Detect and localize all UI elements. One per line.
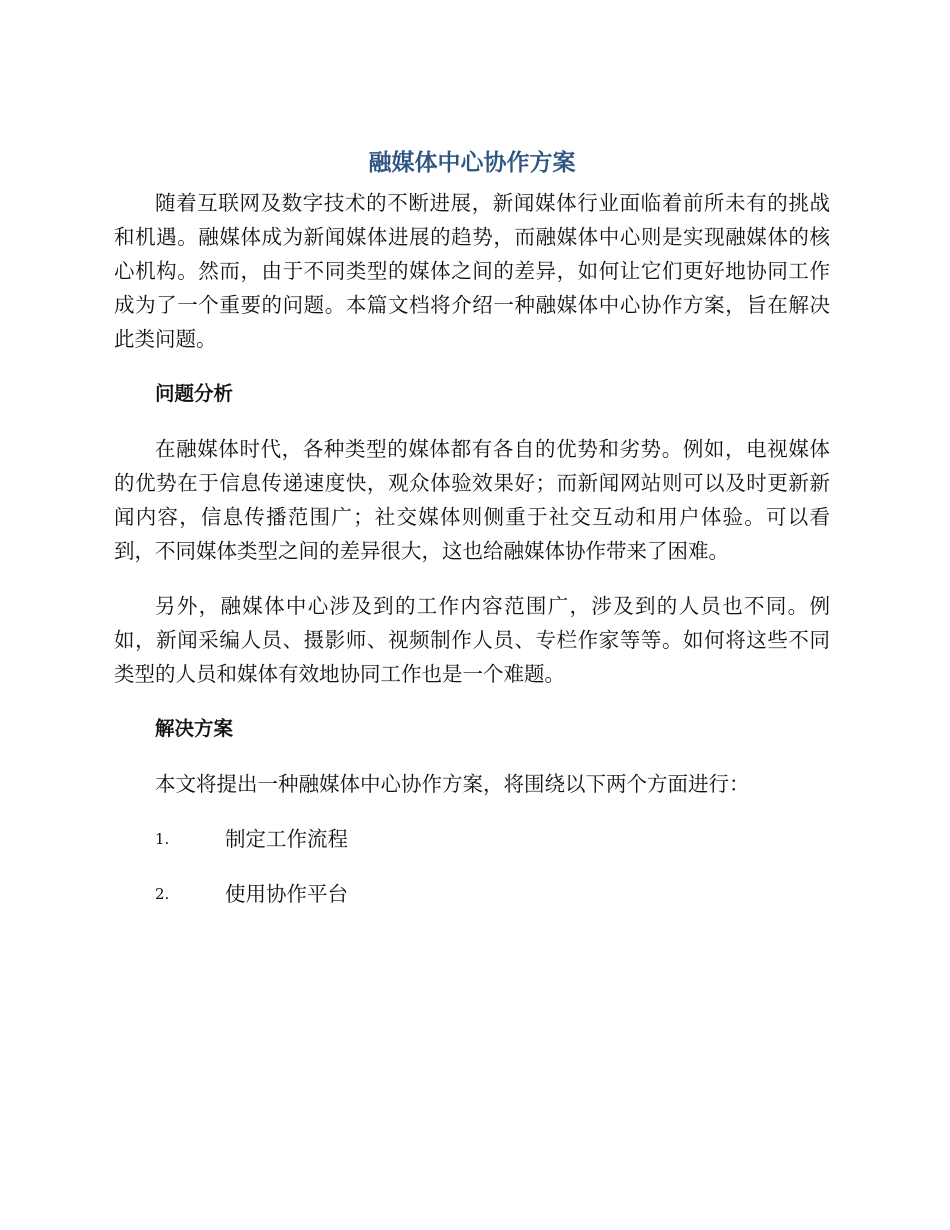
spacer (114, 856, 830, 877)
section-heading-problem-analysis: 问题分析 (155, 382, 234, 405)
spacer (114, 691, 830, 712)
spacer (114, 746, 830, 767)
problem-paragraph-1: 在融媒体时代，各种类型的媒体都有各自的优势和劣势。例如，电视媒体的优势在于信息传递速度快，观众体验效果好；而新闻网站则可以及时更新新闻内容，信息传播范围广；社交媒体则侧重于社交互动和用户体验。可以看到，不同媒体类型之间的差异很大，这也给融媒体协作带来了困难。 (114, 437, 830, 563)
list-text: 制定工作流程 (225, 827, 348, 851)
document-title: 融媒体中心协作方案 (368, 150, 576, 176)
spacer (114, 568, 830, 589)
solution-paragraph: 本文将提出一种融媒体中心协作方案，将围绕以下两个方面进行： (155, 772, 750, 796)
problem-paragraph-2: 另外，融媒体中心涉及到的工作内容范围广，涉及到的人员也不同。例如，新闻采编人员、摄影师、视频制作人员、专栏作家等等。如何将这些不同类型的人员和媒体有效地协同工作也是一个难题。 (114, 594, 830, 686)
spacer (114, 411, 830, 432)
list-number: 1. (155, 830, 170, 848)
list-text: 使用协作平台 (225, 882, 348, 906)
list-item (114, 822, 830, 856)
document-page (114, 146, 830, 911)
intro-paragraph: 随着互联网及数字技术的不断进展，新闻媒体行业面临着前所未有的挑战和机遇。融媒体成为新闻媒体进展的趋势，而融媒体中心则是实现融媒体的核心机构。然而，由于不同类型的媒体之间的差异，如何让它们更好地协同工作成为了一个重要的问题。本篇文档将介绍一种融媒体中心协作方案，旨在解决此类问题。 (114, 191, 830, 351)
spacer (114, 356, 830, 377)
list-item (114, 877, 830, 911)
spacer (114, 801, 830, 822)
list-number: 2. (155, 885, 170, 903)
section-heading-solution: 解决方案 (155, 717, 234, 740)
